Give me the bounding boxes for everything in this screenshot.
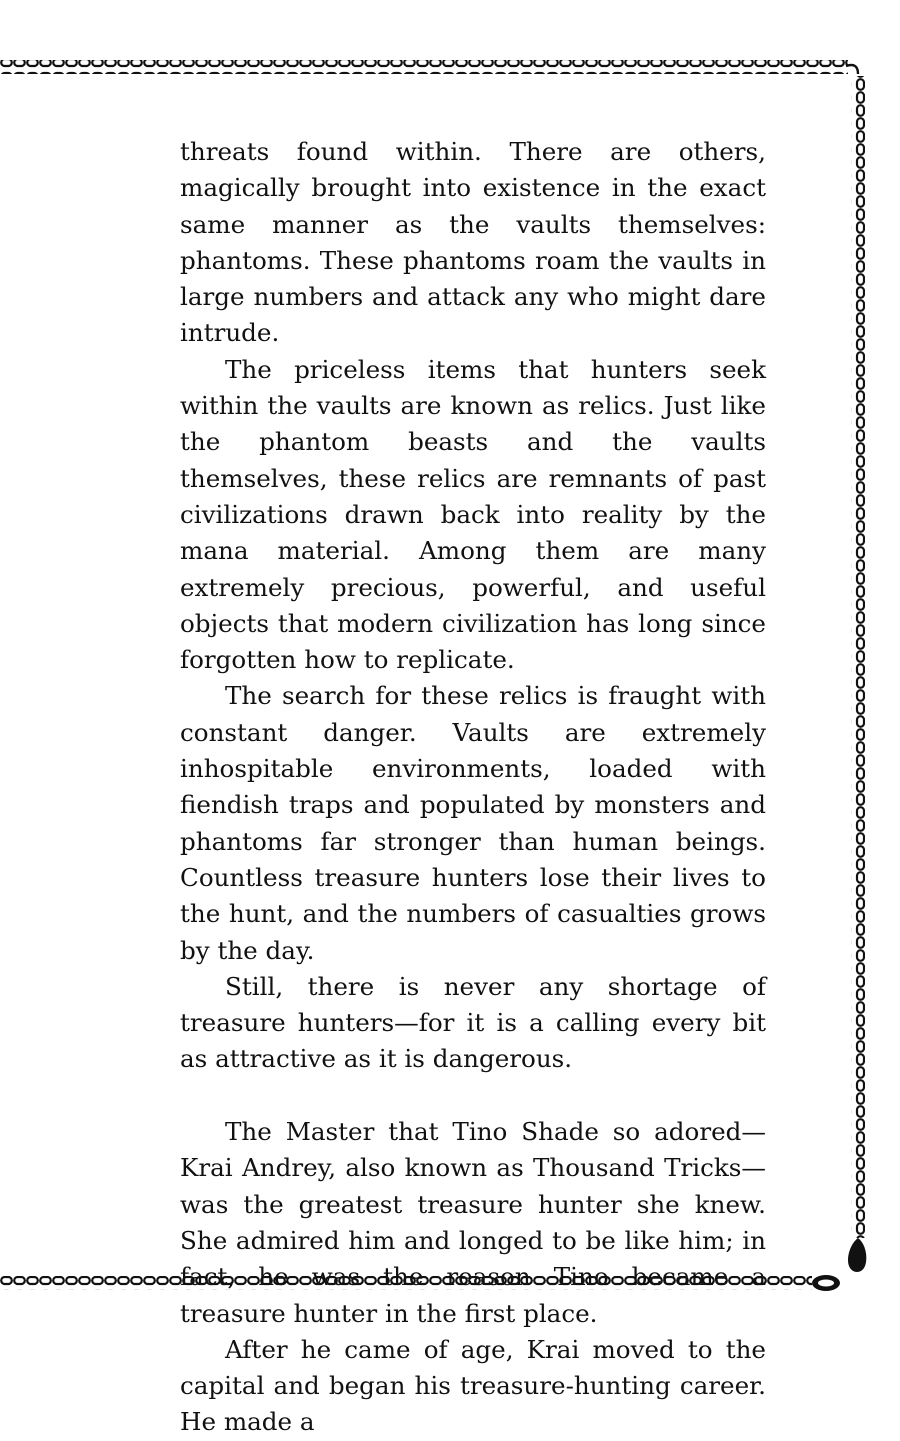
- paragraph: The Master that Tino Shade so adored—Krai Andrey, also known as Thousand Tricks—was the greatest treasure hunter she knew. She admired him and longed to be like him; in fact, he was the reason Tino became a treasure hunter in the first place.: [180, 1117, 766, 1328]
- right-chain-border: [851, 76, 865, 1238]
- page-body: [180, 134, 766, 1441]
- scene-break: [180, 1078, 766, 1114]
- paragraph: After he came of age, Krai moved to the capital and began his treasure-hunting career. He made a: [180, 1334, 766, 1437]
- paragraph: Still, there is never any shortage of treasure hunters—for it is a calling every bit as attractive as it is dangerous.: [180, 971, 766, 1074]
- paragraph: threats found within. There are others, magically brought into existence in the exact same manner as the vaults themselves: phantoms. These phantoms roam the vaults in large numbers and attack any who might dare intrude.: [180, 137, 766, 348]
- top-chain-border: [0, 60, 848, 74]
- paragraph: The priceless items that hunters seek within the vaults are known as relics. Just like the phantom beasts and the vaults themselves, these relics are remnants of past civilizations drawn back into reality by the mana material. Among them are many extremely precious, powerful, and useful objects that modern civilization has long since forgotten how to replicate.: [180, 354, 766, 675]
- paragraph: The search for these relics is fraught with constant danger. Vaults are extremely inhospitable environments, loaded with fiendish traps and populated by monsters and phantoms far stronger than human beings. Countless treasure hunters lose their lives to the hunt, and the numbers of casualties grows by the day.: [180, 681, 766, 965]
